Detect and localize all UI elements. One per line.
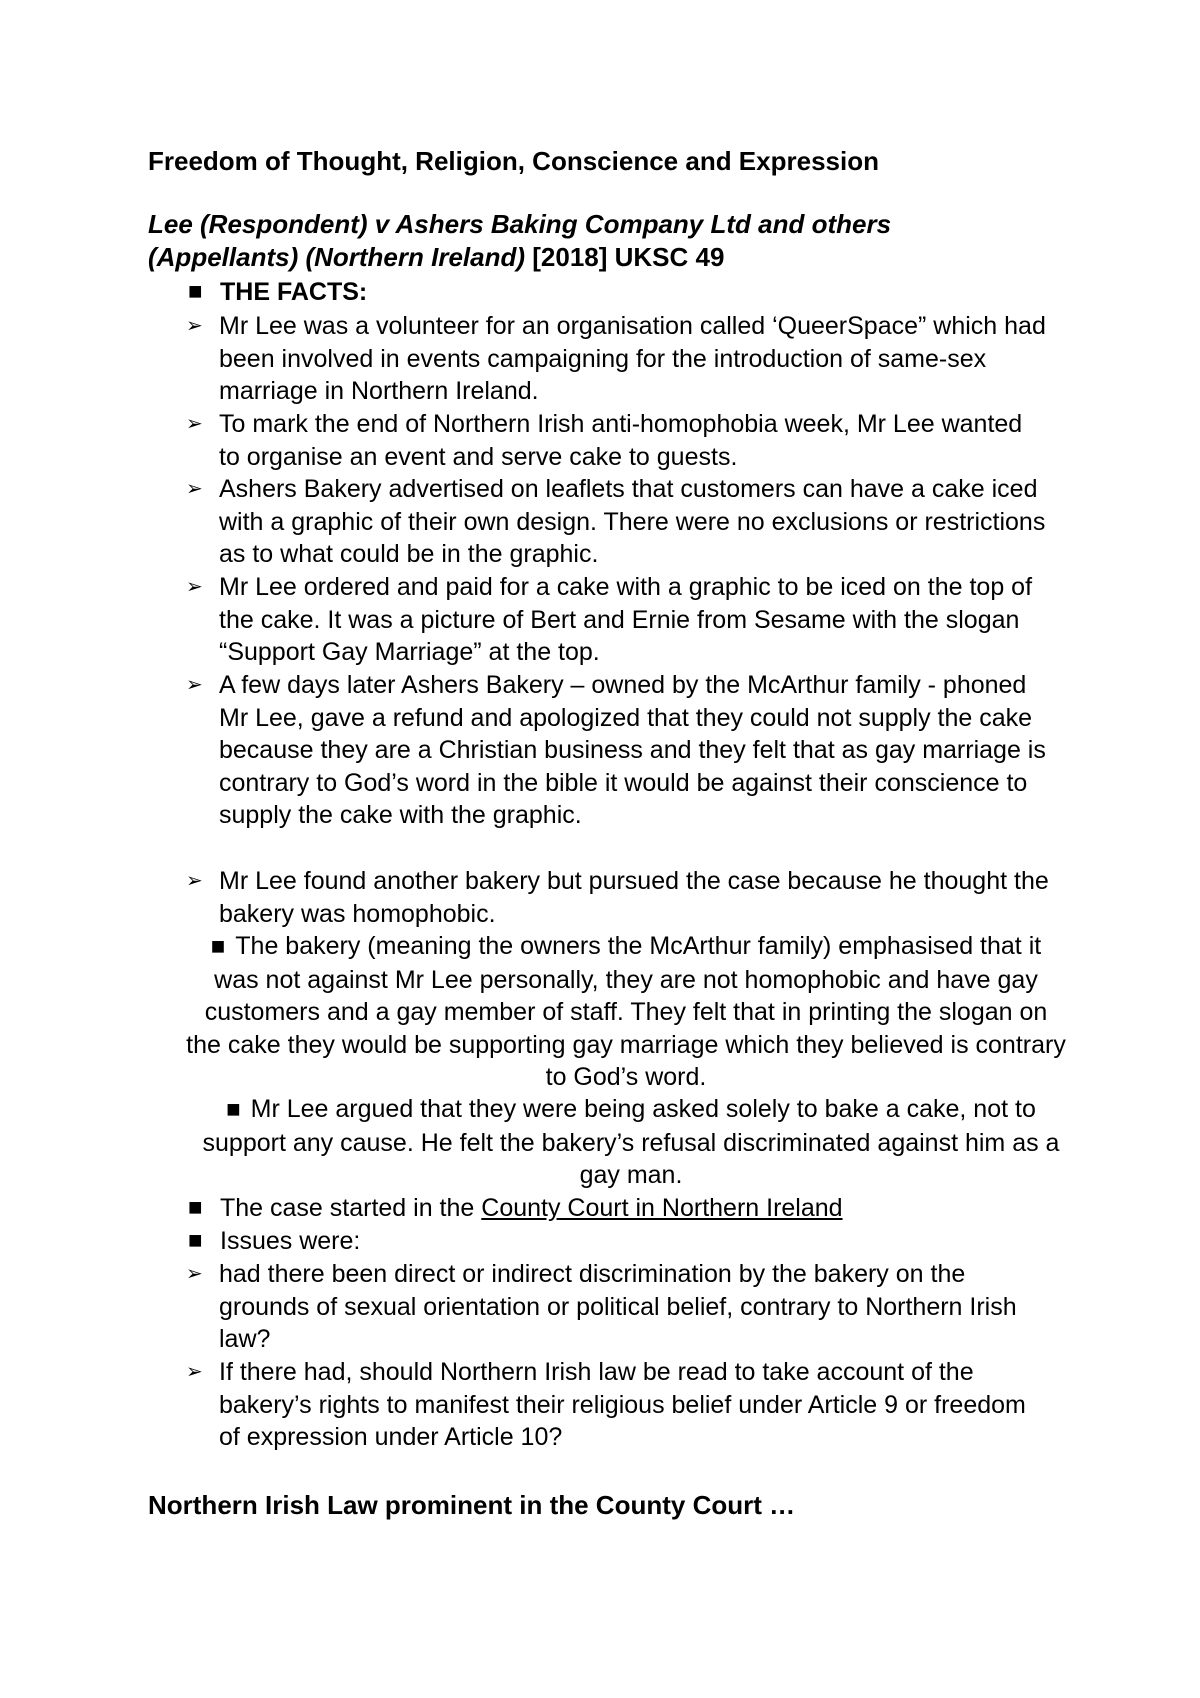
arrow-bullet-icon: ➢ [186, 674, 203, 696]
case-started-item [188, 1192, 1068, 1225]
arrow-bullet-icon: ➢ [186, 1263, 203, 1285]
arrow-bullet-icon: ➢ [186, 576, 203, 598]
bakery-position-item [186, 930, 1066, 1094]
square-bullet-icon: ■ [226, 1096, 241, 1123]
case-heading [148, 208, 1078, 274]
facts-heading: THE FACTS: [220, 278, 368, 306]
case-started-text [220, 1192, 1068, 1225]
arrow-bullet-icon: ➢ [186, 315, 203, 337]
fact-text: A few days later Ashers Bakery – owned by the McArthur family - phoned Mr Lee, gave a refund and apologized that they could not supply the cake because they are a Christian business and they felt that as gay marriage is contrary to God’s word in the bible it would be against their conscience to supply the cake with the graphic. [219, 671, 1046, 830]
lee-argument-item [196, 1093, 1066, 1192]
list-item [186, 571, 1066, 669]
list-item [186, 310, 1066, 408]
arrow-bullet-icon: ➢ [186, 870, 203, 892]
arrow-bullet-icon: ➢ [186, 478, 203, 500]
fact-text: To mark the end of Northern Irish anti-homophobia week, Mr Lee wanted to organise an event and serve cake to guests. [219, 410, 1023, 471]
arrow-bullet-icon: ➢ [186, 1361, 203, 1383]
page-title: Freedom of Thought, Religion, Conscience and Expression [148, 146, 879, 176]
fact-text: Mr Lee was a volunteer for an organisation called ‘QueerSpace” which had been involved in events campaigning for the introduction of same-sex marriage in Northern Ireland. [219, 312, 1046, 406]
fact-text: Mr Lee ordered and paid for a cake with a graphic to be iced on the top of the cake. It was a picture of Bert and Ernie from Sesame with the slogan “Support Gay Marriage” at the top. [219, 573, 1033, 667]
issue-text: had there been direct or indirect discrimination by the bakery on the grounds of sexual orientation or political belief, contrary to Northern Irish law? [219, 1260, 1017, 1354]
list-item [186, 408, 1066, 473]
square-bullet-icon: ■ [188, 1227, 203, 1254]
list-item [186, 669, 1066, 832]
bakery-position-body: The bakery (meaning the owners the McArthur family) emphasised that it was not against Mr Lee personally, they are not homophobic and have gay customers and a gay member of staff. They felt that in printing the slogan on the cake they would be supporting gay marriage which they believed is contrary to God’s word. [186, 932, 1066, 1092]
list-item [186, 1258, 1066, 1356]
section-heading: Northern Irish Law prominent in the County Court … [148, 1490, 796, 1520]
case-started-prefix: The case started in the [220, 1194, 482, 1222]
fact-text: Mr Lee found another bakery but pursued the case because he thought the bakery was homophobic. [219, 867, 1049, 928]
lee-argument-text [196, 1093, 1066, 1192]
issues-heading: Issues were: [220, 1227, 361, 1255]
list-item [186, 865, 1066, 930]
lee-argument-body: Mr Lee argued that they were being asked solely to bake a cake, not to support any cause. He felt the bakery’s refusal discriminated against him as a gay man. [202, 1095, 1060, 1190]
fact-text: Ashers Bakery advertised on leaflets that customers can have a cake iced with a graphic of their own design. There were no exclusions or restrictions as to what could be in the graphic. [219, 475, 1046, 569]
square-bullet-icon: ■ [188, 278, 203, 305]
county-court-link[interactable]: County Court in Northern Ireland [481, 1194, 843, 1222]
list-item [186, 1356, 1066, 1454]
square-bullet-icon: ■ [210, 933, 226, 960]
case-name-line2: (Appellants) (Northern Ireland) [148, 242, 526, 272]
issue-text: If there had, should Northern Irish law be read to take account of the bakery’s rights to manifest their religious belief under Article 9 or freedom of expression under Article 10? [219, 1358, 1026, 1452]
list-item [186, 473, 1066, 571]
arrow-bullet-icon: ➢ [186, 413, 203, 435]
bakery-position-text [186, 930, 1066, 1094]
issues-heading-item [188, 1225, 1068, 1258]
square-bullet-icon: ■ [188, 1194, 203, 1221]
case-citation: [2018] UKSC 49 [532, 242, 725, 272]
case-name-line1: Lee (Respondent) v Ashers Baking Company Ltd and others [148, 209, 892, 239]
facts-heading-item [188, 276, 1068, 309]
